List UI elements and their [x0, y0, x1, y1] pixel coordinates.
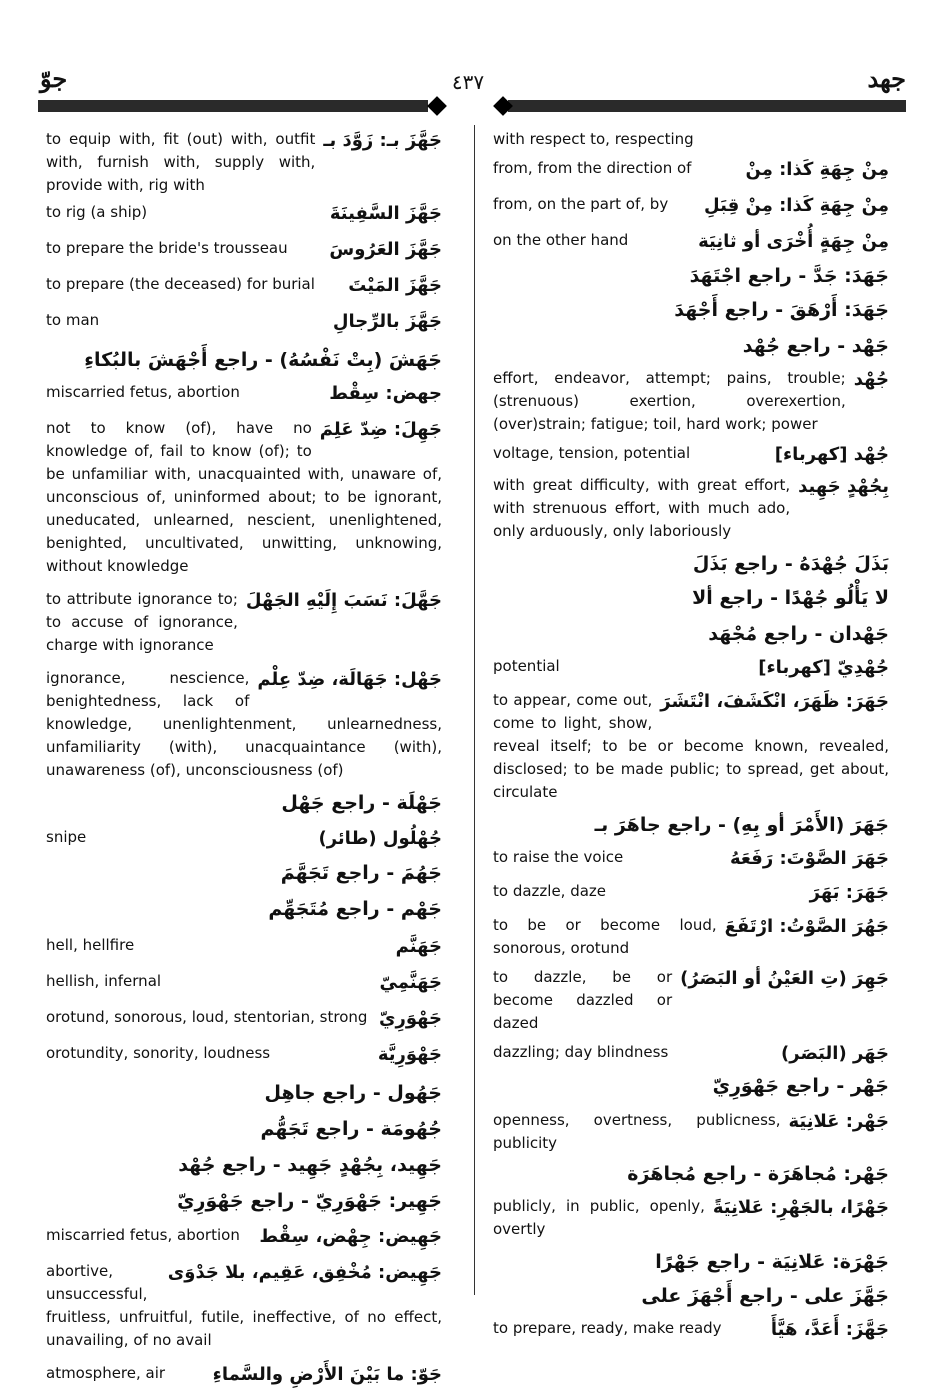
english-definition: to dazzle, daze: [493, 882, 607, 900]
cross-reference-entry: جَهَّزَ على - راجع أَجْهَزَ على: [641, 1285, 889, 1307]
cross-reference-entry: جَهِير: جَهْوَرِيّ - راجع جَهْوَرِيّ: [177, 1190, 442, 1212]
arabic-headword: جَهِلَ: ضِدّ عَلِمَ: [319, 419, 442, 440]
dictionary-entry: [46, 381, 442, 407]
cross-reference-entry: بَذَلَ جُهْدَهُ - راجع بَذَلَ: [692, 553, 889, 575]
dictionary-entry: [493, 880, 889, 906]
english-definition: to raise the voice: [493, 848, 624, 866]
english-definition: hellish, infernal: [46, 972, 162, 990]
cross-reference-entry: جَهِيد، بِجُهْدٍ جَهِيد - راجع جُهْد: [178, 1154, 442, 1176]
cross-reference-entry: جَهْر: مُجاهَرَة - راجع مُجاهَرَة: [627, 1163, 889, 1185]
cross-reference-entry: جَهَدَ: جَدَّ - راجع اجْتَهَدَ: [689, 265, 889, 287]
dictionary-entry: [46, 273, 442, 299]
right-column: [493, 128, 889, 1343]
header-band-right: [508, 100, 906, 112]
right-running-headword: جهد: [867, 64, 906, 93]
english-definition: miscarried fetus, abortion: [46, 383, 240, 401]
page-number: ٤٣٧: [451, 70, 485, 94]
cross-reference-entry: جَهُول - راجع جاهِل: [264, 1082, 442, 1104]
cross-reference-entry: جَهَدَ: أَرْهَقَ - راجع أَجْهَدَ: [674, 299, 889, 321]
english-definition: to prepare the bride's trousseau: [46, 239, 288, 257]
dictionary-entry: [46, 1362, 442, 1388]
dictionary-entry: [46, 417, 442, 578]
english-definition: voltage, tension, potential: [493, 444, 691, 462]
arabic-headword: جَهَنَّمِيّ: [379, 972, 442, 993]
english-definition: hell, hellfire: [46, 936, 135, 954]
arabic-headword: جُهْد: [853, 369, 889, 390]
cross-reference-entry: جَهْم - راجع مُتَجَهِّم: [268, 898, 442, 920]
arabic-headword: جَهِيض: جِهْض، سِقْط: [259, 1226, 442, 1247]
arabic-headword: جَهَّزَ بالرِّجالِ: [332, 311, 442, 332]
dictionary-entry: [46, 934, 442, 960]
dictionary-entry: [493, 229, 889, 255]
arabic-headword: جَوّ: ما بَيْنَ الأَرْضِ والسَّماءِ: [212, 1364, 442, 1385]
arabic-headword: مِنْ جِهَةِ كَذا: مِنْ قِبَلِ: [704, 195, 889, 216]
cross-reference-entry: جَهْدان - راجع مُجْهَد: [708, 623, 889, 645]
dictionary-entry: [46, 1006, 442, 1032]
cross-reference-entry: جَهَرَ (الأَمْرَ أو بِهِ) - راجع جاهَرَ بـ: [594, 814, 889, 836]
english-definition: to equip with, fit (out) with, outfit with, furnish with, supply with, provide with, rig with: [46, 130, 316, 194]
arabic-headword: مِنْ جِهَةِ كَذا: مِنْ: [745, 159, 889, 180]
cross-reference-entry: جَهْر - راجع جَهْوَرِيّ: [712, 1075, 889, 1097]
arabic-headword: جَهَّلَ: نَسَبَ إِلَيْهِ الجَهْلَ: [245, 590, 442, 611]
arabic-headword: جَهِرَ (تِ العَيْنُ أو البَصَرُ): [680, 968, 889, 989]
arabic-headword: جهض: سِقْط: [329, 383, 442, 404]
dictionary-entry: [493, 157, 889, 183]
english-definition: to prepare, ready, make ready: [493, 1319, 722, 1337]
dictionary-entry: [493, 367, 889, 436]
arabic-headword: جَهْرًا، بالجَهْرِ: عَلانِيَةً: [712, 1197, 889, 1218]
arabic-headword: جَهَرَ: بَهَرَ: [809, 882, 889, 903]
arabic-headword: جَهَرَ الصَّوْتَ: رَفَعَهُ: [729, 848, 889, 869]
english-definition: to dazzle, be or become dazzled or dazed: [493, 968, 673, 1032]
english-definition: ignorance, nescience, benightedness, lack of knowledge, unenlightenment, unlearnedness, unfamiliarity (with), unacquaintance (with), unawareness (of), unconsciousness (of): [46, 669, 442, 779]
dictionary-entry: [46, 826, 442, 852]
arabic-headword: جَهَّزَ العَرُوسَ: [329, 239, 442, 260]
english-definition: from, on the part of, by: [493, 195, 669, 213]
arabic-headword: جَهَّزَ بـ: زَوَّدَ بـ: [323, 130, 442, 151]
cross-reference-entry: جَهْلَة - راجع جَهْل: [281, 792, 442, 814]
left-running-headword: جوّ: [40, 64, 68, 93]
english-definition: openness, overtness, publicness, publicity: [493, 1111, 781, 1152]
dictionary-entry: [493, 193, 889, 219]
diamond-ornament-left: [427, 96, 447, 116]
dictionary-entry: [46, 309, 442, 335]
dictionary-entry: [493, 914, 889, 960]
arabic-headword: مِنْ جِهَةٍ أُخْرَى أو ثانِيَة: [698, 231, 889, 252]
english-definition: to man: [46, 311, 100, 329]
english-definition: abortive, unsuccessful, fruitless, unfruitful, futile, ineffective, of no effect, unavailing, of no avail: [46, 1262, 442, 1349]
dictionary-entry: [46, 588, 442, 657]
english-definition: atmosphere, air: [46, 1364, 166, 1382]
dictionary-entry: [493, 1041, 889, 1067]
arabic-headword: جَهْل: جَهَالَة، ضِدّ عِلْم: [257, 669, 442, 690]
english-definition: with great difficulty, with great effort, with strenuous effort, with much ado, only arduously, only laboriously: [493, 476, 791, 540]
english-definition: dazzling; day blindness: [493, 1043, 669, 1061]
dictionary-entry: [46, 128, 442, 197]
dictionary-entry: [493, 1317, 889, 1343]
arabic-headword: بِجُهْدٍ جَهِيد: [798, 476, 889, 497]
cross-reference-entry: جَهُمَ - راجع تَجَهَّمَ: [280, 862, 442, 884]
english-definition: snipe: [46, 828, 87, 846]
dictionary-entry: [493, 655, 889, 681]
english-definition: miscarried fetus, abortion: [46, 1226, 240, 1244]
arabic-headword: جَهْوَرِيّ: [379, 1008, 442, 1029]
dictionary-entry: [46, 201, 442, 227]
dictionary-entry: [493, 474, 889, 543]
english-definition: orotundity, sonority, loudness: [46, 1044, 271, 1062]
arabic-headword: جَهَر (البَصَر): [781, 1043, 889, 1064]
arabic-headword: جُهْد [كهرباء]: [774, 444, 889, 465]
english-definition: to rig (a ship): [46, 203, 148, 221]
english-definition: with respect to, respecting: [493, 130, 694, 148]
dictionary-entry: [493, 1109, 889, 1155]
arabic-headword: جَهَّزَ المَيْتَ: [348, 275, 442, 296]
arabic-headword: جَهْوَرِيَّة: [377, 1044, 442, 1065]
english-definition: to prepare (the deceased) for burial: [46, 275, 315, 293]
dictionary-entry: [493, 966, 889, 1035]
english-definition: to attribute ignorance to; to accuse of ignorance, charge with ignorance: [46, 590, 238, 654]
dictionary-entry: [46, 667, 442, 782]
dictionary-entry: [46, 1042, 442, 1068]
english-definition: not to know (of), have no knowledge of, fail to know (of); to be unfamiliar with, unacquainted with, unaware of, unconscious of, uninformed about; to be ignorant, uneducated, unlearned, nescient, unenlightened, benighted, uncultivated, unwitting, unknowing, without knowledge: [46, 419, 442, 575]
english-definition: to be or become loud, sonorous, orotund: [493, 916, 717, 957]
arabic-headword: جَهَّزَ السَّفِينَةَ: [329, 203, 442, 224]
english-definition: orotund, sonorous, loud, stentorian, strong: [46, 1008, 368, 1026]
english-definition: publicly, in public, openly, overtly: [493, 1197, 705, 1238]
arabic-headword: جَهَّزَ: أَعَدَّ، هَيَّأَ: [770, 1319, 889, 1340]
column-divider: [474, 125, 475, 1295]
header-band-left: [38, 100, 428, 112]
dictionary-entry: [493, 128, 889, 151]
arabic-headword: جُهْدِيّ [كهرباء]: [758, 657, 889, 678]
arabic-headword: جَهْر: عَلانِيَة: [788, 1111, 889, 1132]
page-header: [0, 58, 936, 120]
arabic-headword: جُهْلُول (طائر): [318, 828, 442, 849]
arabic-headword: جَهَنَّم: [395, 936, 442, 957]
arabic-headword: جَهِيض: مُخْفِق، عَقِيم، بلا جَدْوَى: [167, 1262, 442, 1283]
cross-reference-entry: جَهْرَة: عَلانِيَة - راجع جَهْرًا: [655, 1251, 889, 1273]
left-column: [46, 128, 442, 1388]
dictionary-entry: [493, 442, 889, 468]
dictionary-entry: [493, 1195, 889, 1241]
dictionary-entry: [46, 970, 442, 996]
english-definition: to appear, come out, come to light, show, reveal itself; to be or become known, revealed, disclosed; to be made public; to spread, get about, circulate: [493, 691, 889, 801]
arabic-headword: جَهُرَ الصَّوْتُ: ارْتَفَعَ: [724, 916, 889, 937]
english-definition: potential: [493, 657, 560, 675]
cross-reference-entry: جَهْد - راجع جُهْد: [742, 335, 889, 357]
cross-reference-entry: جَهَشَ (بِتْ نَفْسُهُ) - راجع أَجْهَشَ بالبُكاءِ: [84, 349, 442, 371]
cross-reference-entry: لا يَأْلُو جُهْدًا - راجع ألا: [692, 587, 889, 609]
english-definition: on the other hand: [493, 231, 629, 249]
cross-reference-entry: جُهُومَة - راجع تَجَهُّم: [260, 1118, 442, 1140]
dictionary-entry: [493, 689, 889, 804]
english-definition: effort, endeavor, attempt; pains, trouble; (strenuous) exertion, overexertion, (over)strain; fatigue; toil, hard work; power: [493, 369, 846, 433]
dictionary-entry: [46, 1260, 442, 1352]
dictionary-entry: [46, 1224, 442, 1250]
dictionary-entry: [493, 846, 889, 872]
arabic-headword: جَهَرَ: ظَهَرَ، انْكَشَفَ، انْتَشَرَ: [660, 691, 889, 712]
english-definition: from, from the direction of: [493, 159, 692, 177]
dictionary-entry: [46, 237, 442, 263]
